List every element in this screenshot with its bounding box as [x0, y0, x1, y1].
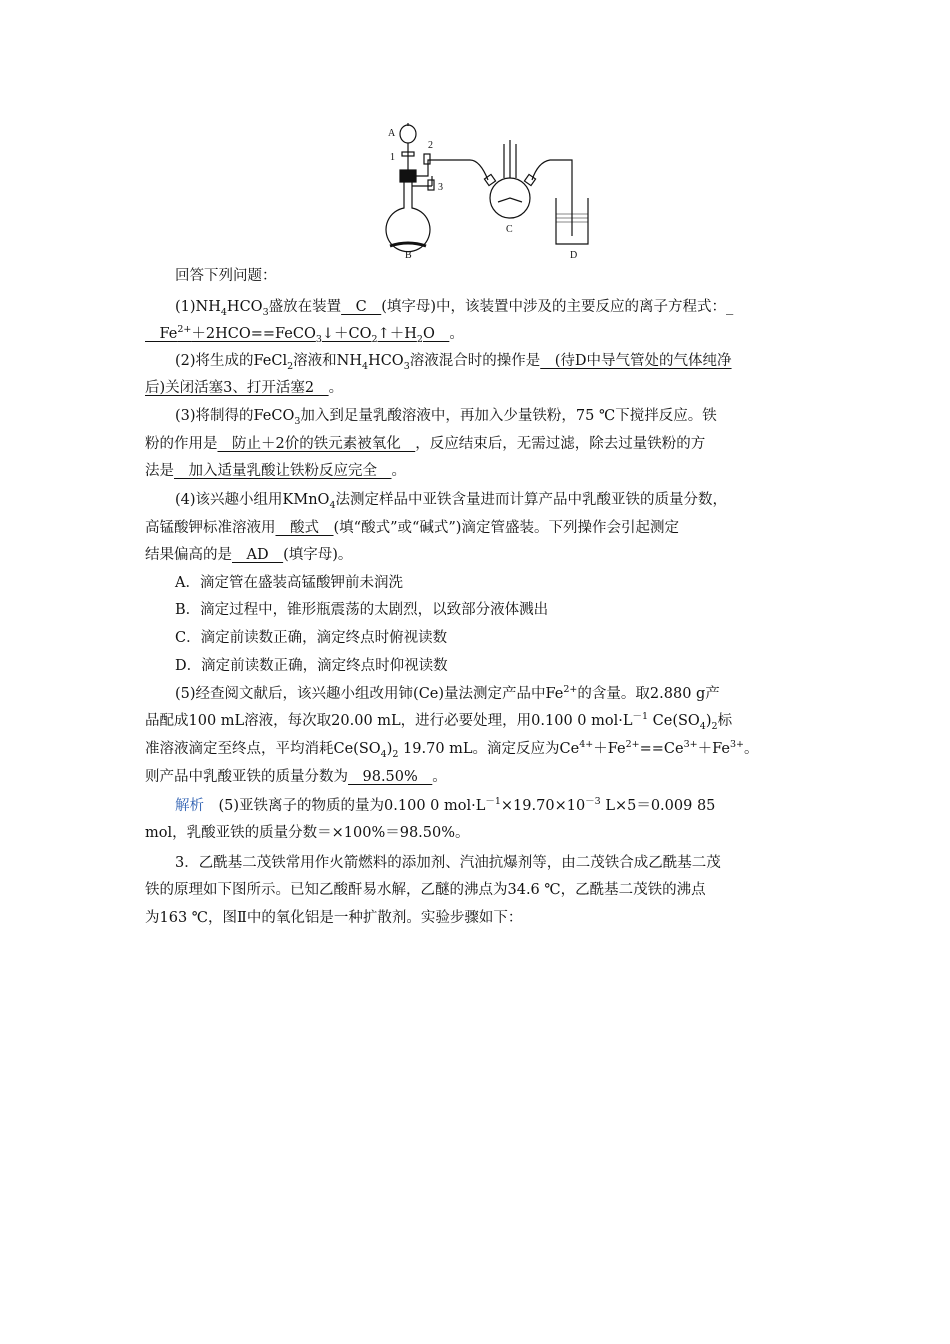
- q3-answer1: 防止＋2价的铁元素被氧化: [217, 436, 416, 452]
- q4-option-a: A．滴定管在盛装高锰酸钾前未润洗: [175, 575, 403, 591]
- q2-answer-line1: (待D中导气管处的气体纯净: [540, 353, 732, 369]
- q5-l3-sup1: 4+: [579, 739, 594, 751]
- q5-answer: 98.50%: [348, 769, 433, 785]
- q5-l2-sub: 4: [699, 720, 706, 732]
- q5-l3-sub: 4: [380, 748, 387, 760]
- label-a: A: [388, 128, 396, 139]
- q4-option-d: D．滴定前读数正确，滴定终点时仰视读数: [175, 658, 448, 674]
- q5-l2-a: 品配成100 mL溶液，每次取20.00 mL，进行必要处理，用0.100 0 mol·L: [145, 713, 633, 729]
- funnel-a-shape: [400, 125, 416, 143]
- q1-answer1: C: [341, 299, 382, 315]
- q5-l3-c: 19.70 mL。滴定反应为Ce: [398, 741, 580, 757]
- label-2: 2: [428, 140, 433, 151]
- q1-ans2-sub2: 2: [371, 333, 378, 345]
- q5-l4-a: 则产品中乳酸亚铁的质量分数为: [145, 769, 348, 785]
- q1-sub-a: 4: [220, 306, 227, 318]
- q2-text-a: (2)将生成的FeCl: [175, 353, 288, 369]
- apparatus-diagram: [380, 120, 600, 260]
- q3-text-d: ，反应结束后，无需过滤，除去过量铁粉的方: [415, 436, 706, 452]
- q4-answer2: AD: [232, 547, 284, 563]
- q5-l3-e: ==Ce: [639, 741, 684, 757]
- q5-l1-sup: 2+: [563, 684, 578, 696]
- q4-text-f: (填字母)。: [283, 547, 353, 563]
- q3-end: 。: [391, 463, 406, 479]
- q1-text-b: HCO: [226, 299, 263, 315]
- q1-ans2-sup: 2+: [177, 324, 192, 336]
- q4-text-a: (4)该兴趣小组用KMnO: [175, 492, 330, 508]
- q3-line1: [175, 406, 815, 426]
- q4-line2: [145, 518, 815, 538]
- q2-text-d: 溶液混合时的操作是: [409, 353, 541, 369]
- analysis-l1-c: L×5＝0.009 85: [600, 798, 716, 814]
- q2-text-c: HCO: [368, 353, 404, 369]
- q3-line2: [145, 434, 815, 454]
- q5-line1: [175, 684, 815, 704]
- q4-option-b: B．滴定过程中，锥形瓶震荡的太剧烈，以致部分液体溅出: [175, 602, 549, 618]
- flask-b-shape: [386, 182, 430, 252]
- q4-text-c: 高锰酸钾标准溶液用: [145, 520, 276, 536]
- analysis-l1-sup1: －1: [485, 796, 501, 808]
- q5-l2-sub2: 2: [711, 720, 718, 732]
- q5-l3-sup3: 3+: [683, 739, 698, 751]
- q1-text-a: (1)NH: [175, 299, 221, 315]
- intro-text: 回答下列问题：: [175, 268, 277, 284]
- q1-ans2-a: Fe: [145, 326, 178, 342]
- q3-text-a: (3)将制得的FeCO: [175, 408, 295, 424]
- q5-l2-d: 标: [717, 713, 733, 729]
- q2-sub-c: 3: [403, 360, 410, 372]
- q3-text-b: 加入到足量乳酸溶液中，再加入少量铁粉，75 ℃下搅拌反应。铁: [300, 408, 717, 424]
- q5-l3-sup4: 3+: [729, 739, 744, 751]
- q1-text-c: 盛放在装置: [268, 299, 342, 315]
- q1-line2: [145, 324, 815, 344]
- q2-end: 。: [328, 380, 344, 396]
- label-3: 3: [438, 182, 443, 193]
- analysis-line1: [175, 796, 815, 816]
- label-c: C: [506, 224, 513, 235]
- q5-l3-d: ＋Fe: [593, 741, 626, 757]
- q4-text-b: 法测定样品中亚铁含量进而计算产品中乳酸亚铁的质量分数，: [335, 492, 727, 508]
- analysis-label: 解析: [175, 798, 204, 814]
- q1-ans2-e: O: [422, 326, 450, 342]
- q3-sub-a: 3: [294, 415, 301, 427]
- q6-line1: 3．乙酰基二茂铁常用作火箭燃料的添加剂、汽油抗爆剂等，由二茂铁合成乙酰基二茂: [175, 855, 721, 871]
- q1-sub-b: 3: [262, 306, 269, 318]
- q5-l2-b: Ce(SO: [648, 713, 700, 729]
- q4-text-d: (填“酸式”或“碱式”)滴定管盛装。下列操作会引起测定: [333, 520, 679, 536]
- q5-l2-c: ): [705, 713, 712, 729]
- q4-option-c: C．滴定前读数正确，滴定终点时俯视读数: [175, 630, 448, 646]
- q2-sub-b: 4: [362, 360, 369, 372]
- q2-text-b: 溶液和NH: [293, 353, 363, 369]
- q5-line3: [145, 739, 815, 759]
- q5-l3-b: ): [386, 741, 393, 757]
- q5-l3-sup2: 2+: [625, 739, 640, 751]
- q5-l1-b: 的含量。取2.880 g产: [577, 686, 720, 702]
- q1-answer2: [145, 324, 450, 345]
- q1-blank-lead: _: [726, 299, 734, 315]
- q4-text-e: 结果偏高的是: [145, 547, 232, 563]
- q6-line2: 铁的原理如下图所示。已知乙酸酐易水解，乙醚的沸点为34.6 ℃，乙酰基二茂铁的沸点: [145, 882, 706, 898]
- q5-l1-a: (5)经查阅文献后，该兴趣小组改用铈(Ce)量法测定产品中Fe: [175, 686, 564, 702]
- q1-ans2-d: ↑＋H: [377, 326, 417, 342]
- q5-l3-g: 。: [743, 741, 759, 757]
- q6-line3: 为163 ℃，图Ⅱ中的氧化铝是一种扩散剂。实验步骤如下：: [145, 910, 523, 926]
- q5-l2-sup: －1: [632, 711, 649, 723]
- q2-answer-line2: 后)关闭活塞3、打开活塞2: [145, 380, 329, 396]
- q3-answer2: 加入适量乳酸让铁粉反应完全: [174, 463, 392, 479]
- q2-sub-a: 2: [287, 360, 294, 372]
- q4-sub-a: 4: [329, 499, 336, 511]
- q2-line2: [145, 378, 815, 398]
- q3-text-e: 法是: [145, 463, 174, 479]
- q1-ans2-sub3: 2: [416, 333, 423, 345]
- q1-text-d: (填字母)中，该装置中涉及的主要反应的离子方程式：: [381, 299, 727, 315]
- analysis-l1-a: (5)亚铁离子的物质的量为0.100 0 mol·L: [204, 798, 486, 814]
- q1-ans2-b: ＋2HCO==FeCO: [191, 326, 316, 342]
- analysis-l1-b: ×19.70×10: [500, 798, 586, 814]
- label-b: B: [405, 250, 412, 260]
- label-d: D: [570, 250, 578, 260]
- q3-text-c: 粉的作用是: [145, 436, 218, 452]
- q4-line1: [175, 490, 815, 510]
- q5-line2: [145, 711, 815, 731]
- q3-line3: [145, 461, 815, 481]
- q5-line4: [145, 767, 815, 787]
- q1-ans2-c: ↓＋CO: [321, 326, 372, 342]
- q1-ans2-sub1: 3: [315, 333, 322, 345]
- q5-l3-f: ＋Fe: [697, 741, 730, 757]
- q2-line1: [175, 351, 815, 371]
- q5-end: 。: [432, 769, 447, 785]
- analysis-line2: mol，乳酸亚铁的质量分数＝×100%＝98.50%。: [145, 825, 470, 841]
- q5-l3-sub2: 2: [392, 748, 399, 760]
- analysis-l1-sup2: －3: [585, 796, 601, 808]
- q4-line3: [145, 545, 815, 565]
- label-1: 1: [390, 152, 395, 163]
- q1-end: 。: [449, 326, 464, 342]
- q1-line1: [175, 297, 815, 317]
- q4-answer1: 酸式: [275, 520, 334, 536]
- q5-l3-a: 准溶液滴定至终点，平均消耗Ce(SO: [145, 741, 381, 757]
